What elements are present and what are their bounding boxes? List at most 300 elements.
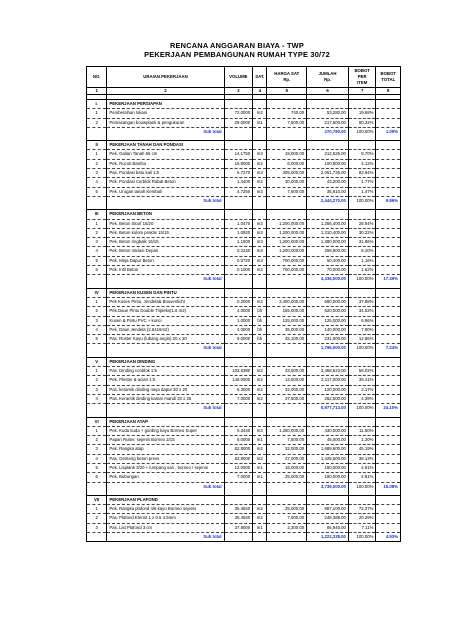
table-row bbox=[87, 394, 401, 403]
table-row bbox=[87, 463, 401, 472]
header-num-volume: 3 bbox=[224, 88, 253, 95]
item-weight: 8.70% bbox=[348, 150, 376, 159]
empty-cell bbox=[376, 228, 401, 237]
empty-cell bbox=[376, 256, 401, 265]
empty-cell bbox=[376, 376, 401, 385]
item-weight: 1.62% bbox=[348, 266, 376, 275]
empty-cell bbox=[376, 219, 401, 228]
subtotal-label: Sub total bbox=[107, 344, 224, 353]
subtotal-row bbox=[87, 127, 401, 136]
empty-cell bbox=[348, 417, 376, 426]
item-amount: 887,100.00 bbox=[307, 505, 349, 514]
item-amount: 86,940.00 bbox=[307, 523, 349, 532]
empty-cell bbox=[307, 417, 349, 426]
empty-cell bbox=[87, 127, 107, 136]
item-description: Pek. Beton Sloof 15/20 bbox=[107, 219, 224, 228]
item-unit-price: 3,400,000.00 bbox=[267, 297, 307, 306]
item-description: Pek. Plester & acian 1:5 bbox=[107, 376, 224, 385]
empty-cell bbox=[376, 495, 401, 504]
item-weight: 35.41% bbox=[348, 376, 376, 385]
item-description: Pas. Keramik dinding kamar mandi 20 x 25 bbox=[107, 394, 224, 403]
item-unit-price: 305,000.00 bbox=[267, 169, 307, 178]
item-amount: 180,000.00 bbox=[307, 463, 349, 472]
item-description: Pek Kusen Pintu, Jendela& Bouvenlicht bbox=[107, 297, 224, 306]
table-row bbox=[87, 376, 401, 385]
item-unit: m3 bbox=[253, 187, 267, 196]
item-volume: 0.1000 bbox=[224, 266, 253, 275]
item-volume: 6.7270 bbox=[224, 169, 253, 178]
subtotal-amount: 5,977,713.00 bbox=[307, 404, 349, 413]
empty-cell bbox=[253, 100, 267, 109]
empty-cell bbox=[376, 394, 401, 403]
item-volume: 1.0470 bbox=[224, 219, 253, 228]
header-num-total: 8 bbox=[376, 88, 401, 95]
item-amount: 50,400.00 bbox=[307, 256, 349, 265]
empty-cell bbox=[307, 357, 349, 366]
header-num-jumlah: 6 bbox=[307, 88, 349, 95]
item-amount: 2,117,000.00 bbox=[307, 376, 349, 385]
item-number: 2 bbox=[87, 376, 107, 385]
item-volume: 0.3440 bbox=[224, 426, 253, 435]
empty-cell bbox=[87, 275, 107, 284]
empty-cell bbox=[348, 357, 376, 366]
empty-cell bbox=[267, 404, 307, 413]
item-amount: 217,500.00 bbox=[307, 118, 349, 127]
item-weight: 1.16% bbox=[348, 256, 376, 265]
item-unit: m1 bbox=[253, 523, 267, 532]
section-number: VI bbox=[87, 417, 107, 426]
table-row bbox=[87, 109, 401, 118]
item-unit-price: 25,000.00 bbox=[267, 505, 307, 514]
item-description: Pek. Meja Dapur Beton bbox=[107, 256, 224, 265]
empty-cell bbox=[376, 445, 401, 454]
item-amount: 45,000.00 bbox=[307, 436, 349, 445]
section-header-row bbox=[87, 141, 401, 150]
item-amount: 120,000.00 bbox=[307, 385, 349, 394]
item-weight: 6.20% bbox=[348, 247, 376, 256]
subtotal-row bbox=[87, 196, 401, 205]
empty-cell bbox=[376, 454, 401, 463]
item-volume: 35.4840 bbox=[224, 514, 253, 523]
header-bobot: BOBOT PER ITEM bbox=[348, 67, 376, 88]
subtotal-label: Sub total bbox=[107, 404, 224, 413]
empty-cell bbox=[267, 344, 307, 353]
empty-cell bbox=[224, 495, 253, 504]
header-harga: HARGA SAT Rp. bbox=[267, 67, 307, 88]
item-description: Pembersihan lokasi bbox=[107, 109, 224, 118]
item-amount: 1,689,600.00 bbox=[307, 445, 349, 454]
item-unit-price: 32,000.00 bbox=[267, 445, 307, 454]
item-description: Pas. Genteng beton press bbox=[107, 454, 224, 463]
item-volume: 12.0000 bbox=[224, 463, 253, 472]
item-unit: bh bbox=[253, 316, 267, 325]
item-description: Pek. Daun Jendela (2.6416m2) bbox=[107, 325, 224, 334]
table-row bbox=[87, 505, 401, 514]
item-unit-price: 6,000.00 bbox=[267, 159, 307, 168]
item-volume: 7.0000 bbox=[224, 473, 253, 482]
item-amount: 2,051,735.00 bbox=[307, 169, 349, 178]
empty-cell bbox=[376, 238, 401, 247]
subtotal-weight: 100.00% bbox=[348, 533, 376, 542]
item-number: 2 bbox=[87, 118, 107, 127]
item-unit-price: 15,000.00 bbox=[267, 463, 307, 472]
item-unit-price: 32,000.00 bbox=[267, 385, 307, 394]
item-weight: 11.50% bbox=[348, 426, 376, 435]
section-number: IV bbox=[87, 288, 107, 297]
item-number: 1 bbox=[87, 505, 107, 514]
empty-cell bbox=[267, 288, 307, 297]
item-amount: 1,310,400.00 bbox=[307, 228, 349, 237]
empty-cell bbox=[87, 196, 107, 205]
item-unit-price: 1,200,000.00 bbox=[267, 228, 307, 237]
item-unit-price: 35,000.00 bbox=[267, 325, 307, 334]
item-number: 2 bbox=[87, 228, 107, 237]
empty-cell bbox=[253, 127, 267, 136]
item-amount: 212,625.00 bbox=[307, 150, 349, 159]
item-weight: 45.19% bbox=[348, 445, 376, 454]
item-volume: 6.3000 bbox=[224, 385, 253, 394]
item-volume: 52.8000 bbox=[224, 445, 253, 454]
empty-cell bbox=[348, 288, 376, 297]
section-header-row bbox=[87, 417, 401, 426]
item-volume: 14.1750 bbox=[224, 150, 253, 159]
subtotal-label: Sub total bbox=[107, 482, 224, 491]
item-volume: 1.4400 bbox=[224, 178, 253, 187]
item-number: 2 bbox=[87, 307, 107, 316]
item-number: 2 bbox=[87, 159, 107, 168]
item-unit: m3 bbox=[253, 169, 267, 178]
item-number: 3 bbox=[87, 523, 107, 532]
table-row bbox=[87, 247, 401, 256]
empty-cell bbox=[253, 288, 267, 297]
budget-table bbox=[86, 66, 401, 542]
item-weight: 30.22% bbox=[348, 228, 376, 237]
item-unit: m1 bbox=[253, 473, 267, 482]
item-unit: m1 bbox=[253, 118, 267, 127]
empty-cell bbox=[376, 100, 401, 109]
empty-cell bbox=[253, 357, 267, 366]
item-unit: m2 bbox=[253, 159, 267, 168]
empty-cell bbox=[307, 288, 349, 297]
item-unit-price: 2,300.00 bbox=[267, 523, 307, 532]
empty-cell bbox=[376, 473, 401, 482]
item-unit: m3 bbox=[253, 219, 267, 228]
header-num-uraian: 2 bbox=[107, 88, 224, 95]
item-unit: m2 bbox=[253, 394, 267, 403]
subtotal-row bbox=[87, 275, 401, 284]
empty-cell bbox=[253, 533, 267, 542]
item-weight: 28.94% bbox=[348, 219, 376, 228]
item-weight: 4.81% bbox=[348, 473, 376, 482]
section-title: PEKERJAAN PERSIAPAN bbox=[107, 100, 224, 109]
empty-cell bbox=[376, 169, 401, 178]
empty-cell bbox=[376, 297, 401, 306]
item-number: 5 bbox=[87, 463, 107, 472]
item-description: Pek. Rucuk Bambu bbox=[107, 159, 224, 168]
item-number: 6 bbox=[87, 266, 107, 275]
item-number: 4 bbox=[87, 325, 107, 334]
header-uraian: URAIAN PEKERJAAN bbox=[107, 67, 224, 88]
item-description: Pek. Urugan tanah Kembali bbox=[107, 187, 224, 196]
empty-cell bbox=[376, 109, 401, 118]
empty-cell bbox=[253, 482, 267, 491]
section-header-row bbox=[87, 288, 401, 297]
item-unit-price: 37,500.00 bbox=[267, 394, 307, 403]
empty-cell bbox=[267, 141, 307, 150]
table-row bbox=[87, 256, 401, 265]
item-amount: 262,500.00 bbox=[307, 394, 349, 403]
table-row bbox=[87, 523, 401, 532]
item-volume: 9.0000 bbox=[224, 335, 253, 344]
header-no: NO. bbox=[87, 67, 107, 88]
item-unit-price: 1,200,000.00 bbox=[267, 247, 307, 256]
subtotal-amount: 1,222,338.00 bbox=[307, 533, 349, 542]
section-title: PEKERJAAN ATAP bbox=[107, 417, 224, 426]
empty-cell bbox=[253, 275, 267, 284]
empty-cell bbox=[253, 344, 267, 353]
empty-cell bbox=[307, 141, 349, 150]
item-weight: 58.02% bbox=[348, 367, 376, 376]
table-row bbox=[87, 385, 401, 394]
item-unit: m2 bbox=[253, 178, 267, 187]
table-row bbox=[87, 238, 401, 247]
item-description: Pek. Rangka atap bbox=[107, 445, 224, 454]
empty-cell bbox=[224, 210, 253, 219]
empty-cell bbox=[376, 159, 401, 168]
header-sat: SAT. bbox=[253, 67, 267, 88]
item-description: Pek.Daun Pintu Double Tripleks(1,8 m2) bbox=[107, 307, 224, 316]
section-number: V bbox=[87, 357, 107, 366]
table-row bbox=[87, 219, 401, 228]
table-row bbox=[87, 325, 401, 334]
empty-cell bbox=[87, 482, 107, 491]
item-weight: 20.29% bbox=[348, 514, 376, 523]
section-total-weight: 9.86% bbox=[376, 196, 401, 205]
item-description: Pas. Dinding conblok 1:5 bbox=[107, 367, 224, 376]
empty-cell bbox=[253, 495, 267, 504]
subtotal-weight: 100.00% bbox=[348, 344, 376, 353]
empty-cell bbox=[267, 196, 307, 205]
section-title: PEKERJAAN BETON bbox=[107, 210, 224, 219]
empty-cell bbox=[224, 404, 253, 413]
item-unit: m2 bbox=[253, 385, 267, 394]
table-row bbox=[87, 473, 401, 482]
table-row bbox=[87, 178, 401, 187]
item-amount: 268,800.00 bbox=[307, 247, 349, 256]
table-row bbox=[87, 150, 401, 159]
empty-cell bbox=[224, 357, 253, 366]
item-volume: 52.8000 bbox=[224, 454, 253, 463]
empty-cell bbox=[267, 127, 307, 136]
empty-cell bbox=[376, 367, 401, 376]
item-weight: 31.86% bbox=[348, 238, 376, 247]
subtotal-amount: 270,780.00 bbox=[307, 127, 349, 136]
item-volume: 103.5380 bbox=[224, 367, 253, 376]
document-title: RENCANA ANGGARAN BIAYA - TWP bbox=[170, 41, 304, 50]
table-row bbox=[87, 454, 401, 463]
item-description: Pas. Ruster Kayu (lubang angin) 20 x 20 bbox=[107, 335, 224, 344]
item-unit-price: 7,000.00 bbox=[267, 514, 307, 523]
item-description: Pek. Bubungan bbox=[107, 473, 224, 482]
header-num-harga: 5 bbox=[267, 88, 307, 95]
empty-cell bbox=[267, 417, 307, 426]
item-number: 4 bbox=[87, 394, 107, 403]
empty-cell bbox=[224, 196, 253, 205]
item-number: 1 bbox=[87, 426, 107, 435]
item-unit: m3 bbox=[253, 266, 267, 275]
empty-cell bbox=[376, 523, 401, 532]
item-unit: m1 bbox=[253, 463, 267, 472]
empty-cell bbox=[253, 141, 267, 150]
item-volume: 146.0000 bbox=[224, 376, 253, 385]
empty-cell bbox=[348, 210, 376, 219]
item-unit: m2 bbox=[253, 109, 267, 118]
item-description: Pek. Beton ringbalk 15/15 bbox=[107, 238, 224, 247]
empty-cell bbox=[267, 210, 307, 219]
section-title: PEKERJAAN KUSEN DAN PINTU bbox=[107, 288, 224, 297]
empty-cell bbox=[224, 344, 253, 353]
item-weight: 19.68% bbox=[348, 109, 376, 118]
item-weight: 4.39% bbox=[348, 394, 376, 403]
empty-cell bbox=[376, 178, 401, 187]
empty-cell bbox=[376, 247, 401, 256]
item-description: Pek. Intil Beton bbox=[107, 266, 224, 275]
item-unit-price: 25,100.00 bbox=[267, 335, 307, 344]
item-description: Pek. Lisplank 3/20 + lumpang sari , borneo / sejenis bbox=[107, 463, 224, 472]
item-weight: 38.13% bbox=[348, 454, 376, 463]
item-number: 4 bbox=[87, 247, 107, 256]
item-amount: 43,200.00 bbox=[307, 178, 349, 187]
item-weight: 37.88% bbox=[348, 297, 376, 306]
empty-cell bbox=[376, 316, 401, 325]
table-row bbox=[87, 307, 401, 316]
empty-cell bbox=[224, 288, 253, 297]
header-num-no: 1 bbox=[87, 88, 107, 95]
item-description: Kusen & Pintu PVC + kunci bbox=[107, 316, 224, 325]
item-unit-price: 155,000.00 bbox=[267, 307, 307, 316]
empty-cell bbox=[376, 141, 401, 150]
empty-cell bbox=[307, 210, 349, 219]
item-number: 1 bbox=[87, 219, 107, 228]
subtotal-amount: 2,444,270.00 bbox=[307, 196, 349, 205]
item-description: Pek. Pondasi Cerblok Rabat Beton bbox=[107, 178, 224, 187]
item-unit: m3 bbox=[253, 228, 267, 237]
empty-cell bbox=[376, 187, 401, 196]
empty-cell bbox=[87, 404, 107, 413]
empty-cell bbox=[87, 533, 107, 542]
empty-cell bbox=[224, 100, 253, 109]
item-unit-price: 27,000.00 bbox=[267, 454, 307, 463]
empty-cell bbox=[224, 533, 253, 542]
subtotal-row bbox=[87, 344, 401, 353]
subtotal-label: Sub total bbox=[107, 127, 224, 136]
table-row bbox=[87, 187, 401, 196]
table-row bbox=[87, 436, 401, 445]
table-row bbox=[87, 266, 401, 275]
section-total-weight: 7.24% bbox=[376, 344, 401, 353]
item-amount: 1,256,400.00 bbox=[307, 219, 349, 228]
item-unit: m3 bbox=[253, 426, 267, 435]
subtotal-row bbox=[87, 533, 401, 542]
item-unit-price: 700,000.00 bbox=[267, 256, 307, 265]
item-unit: m2 bbox=[253, 505, 267, 514]
item-description: Papan Ruiter, sejenis Borneo 2/15 bbox=[107, 436, 224, 445]
item-description: Pek. Beton kolom praktis 15/15 bbox=[107, 228, 224, 237]
item-number: 5 bbox=[87, 256, 107, 265]
item-number: 5 bbox=[87, 187, 107, 196]
header-jumlah: JUMLAH Rp. bbox=[307, 67, 349, 88]
item-unit-price: 1,200,000.00 bbox=[267, 219, 307, 228]
item-number: 2 bbox=[87, 514, 107, 523]
empty-cell bbox=[253, 404, 267, 413]
item-description: Pas. keramik dinding meja dapur 20 x 20 bbox=[107, 385, 224, 394]
item-weight: 1.77% bbox=[348, 178, 376, 187]
empty-cell bbox=[376, 266, 401, 275]
section-total-weight: 4.93% bbox=[376, 533, 401, 542]
table-row bbox=[87, 118, 401, 127]
table-row bbox=[87, 367, 401, 376]
item-unit-price: 7,500.00 bbox=[267, 118, 307, 127]
item-amount: 125,000.00 bbox=[307, 316, 349, 325]
item-unit-price: 125,000.00 bbox=[267, 316, 307, 325]
empty-cell bbox=[87, 344, 107, 353]
item-unit: m3 bbox=[253, 256, 267, 265]
header-num-bobot: 7 bbox=[348, 88, 376, 95]
item-weight: 83.94% bbox=[348, 169, 376, 178]
section-title: PEKERJAAN DINDING bbox=[107, 357, 224, 366]
empty-cell bbox=[307, 495, 349, 504]
item-unit: m2 bbox=[253, 454, 267, 463]
item-number: 1 bbox=[87, 150, 107, 159]
subtotal-row bbox=[87, 482, 401, 491]
item-weight: 2.17% bbox=[348, 385, 376, 394]
item-amount: 35,910.00 bbox=[307, 187, 349, 196]
item-weight: 4.12% bbox=[348, 159, 376, 168]
empty-cell bbox=[376, 325, 401, 334]
empty-cell bbox=[376, 514, 401, 523]
section-number: II bbox=[87, 141, 107, 150]
item-volume: 7.0000 bbox=[224, 394, 253, 403]
item-amount: 248,388.00 bbox=[307, 514, 349, 523]
subtotal-weight: 100.00% bbox=[348, 196, 376, 205]
item-number: 2 bbox=[87, 436, 107, 445]
item-description: Pek. Kuda kuda + gording kayu Borneo Super bbox=[107, 426, 224, 435]
item-amount: 1,380,000.00 bbox=[307, 238, 349, 247]
item-volume: 4.7250 bbox=[224, 187, 253, 196]
item-amount: 53,280.00 bbox=[307, 109, 349, 118]
item-amount: 100,800.00 bbox=[307, 159, 349, 168]
empty-cell bbox=[253, 210, 267, 219]
subtotal-amount: 3,739,000.00 bbox=[307, 482, 349, 491]
item-unit: m3 bbox=[253, 150, 267, 159]
item-volume: 4.0000 bbox=[224, 307, 253, 316]
empty-cell bbox=[224, 482, 253, 491]
item-volume: 1.0920 bbox=[224, 228, 253, 237]
item-amount: 620,000.00 bbox=[307, 307, 349, 316]
item-unit: m1 bbox=[253, 436, 267, 445]
subtotal-row bbox=[87, 404, 401, 413]
item-description: Pas. List Plafond 3 cm bbox=[107, 523, 224, 532]
item-weight: 34.52% bbox=[348, 307, 376, 316]
item-volume: 6.0000 bbox=[224, 436, 253, 445]
item-number: 3 bbox=[87, 385, 107, 394]
item-volume: 35.4840 bbox=[224, 505, 253, 514]
empty-cell bbox=[376, 505, 401, 514]
item-number: 1 bbox=[87, 297, 107, 306]
item-description: Pek. Galian Tanah 65 cm bbox=[107, 150, 224, 159]
item-unit: m3 bbox=[253, 297, 267, 306]
item-description: Pek. Beton Variasi Depan bbox=[107, 247, 224, 256]
